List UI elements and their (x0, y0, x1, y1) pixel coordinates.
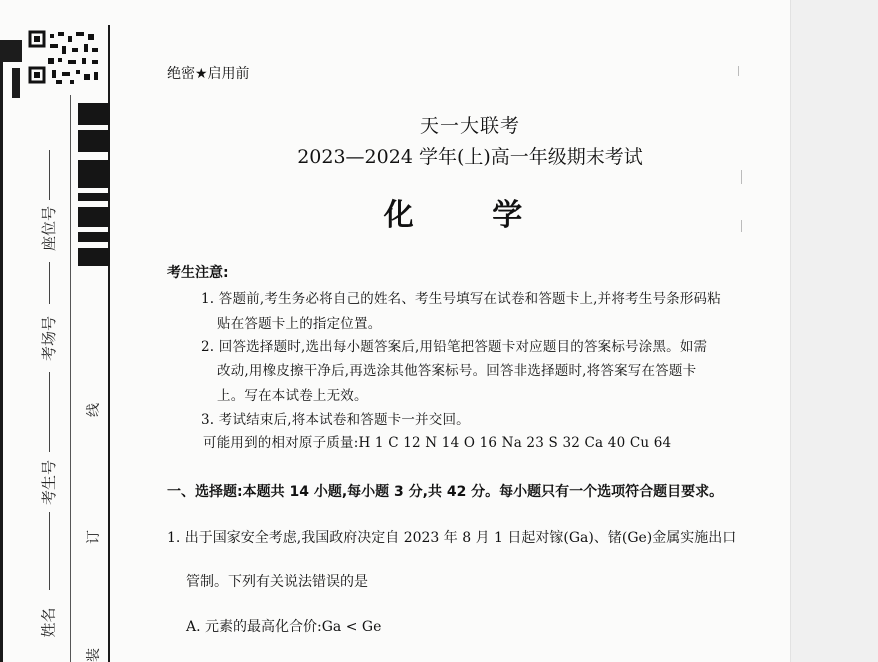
corner-mark (12, 68, 20, 98)
name-label: 姓名 (39, 607, 58, 638)
scan-mark (741, 170, 742, 184)
scan-mark (738, 66, 739, 76)
seal-dash (78, 248, 110, 266)
room-label: 考场号 (40, 315, 59, 362)
notice-line: 改动,用橡皮擦干净后,再选涂其他答案标号。回答非选择题时,将答案写在答题卡 (217, 363, 697, 379)
notice-line: 3. 考试结束后,将本试卷和答题卡一并交回。 (201, 412, 470, 428)
id-field-line (49, 372, 50, 452)
viewer-background (790, 0, 878, 662)
notice-title: 考生注意: (167, 265, 229, 281)
confidential-label: 绝密★启用前 (167, 66, 250, 82)
section-heading: 一、选择题:本题共 14 小题,每小题 3 分,共 42 分。每小题只有一个选项符合题目要求。 (167, 484, 724, 500)
seal-char-zhuang: 装 (86, 648, 102, 662)
organizer-title: 天一大联考 (419, 115, 520, 137)
qr-code-icon (26, 28, 104, 88)
question-1-text: 1. 出于国家安全考虑,我国政府决定自 2023 年 8 月 1 日起对镓(Ga)、锗(Ge)金属实施出口 (167, 530, 737, 546)
notice-line: 贴在答题卡上的指定位置。 (217, 316, 382, 332)
seal-char-xian: 线 (86, 403, 102, 417)
notice-line: 1. 答题前,考生务必将自己的姓名、考生号填写在试卷和答题卡上,并将考生号条形码粘 (201, 291, 721, 307)
atomic-mass-line: 可能用到的相对原子质量:H 1 C 12 N 14 O 16 Na 23 S 32 Ca 40 Cu 64 (203, 435, 672, 451)
question-1-option-a: A. 元素的最高化合价:Ga < Ge (186, 619, 382, 635)
id-label: 考生号 (40, 459, 59, 506)
exam-title: 2023—2024 学年(上)高一年级期末考试 (297, 146, 643, 168)
question-1-text-cont: 管制。下列有关说法错误的是 (186, 574, 368, 590)
seal-char-ding: 订 (86, 530, 102, 544)
notice-line: 上。写在本试卷上无效。 (217, 388, 368, 404)
binding-guide (70, 95, 71, 662)
room-field-line (49, 262, 50, 304)
corner-mark (0, 40, 22, 62)
notice-line: 2. 回答选择题时,选出每小题答案后,用铅笔把答题卡对应题目的答案标号涂黑。如需 (201, 339, 708, 355)
seat-label: 座位号 (40, 205, 59, 252)
subject-title: 化 学 (383, 198, 557, 233)
name-field-line (49, 512, 50, 590)
